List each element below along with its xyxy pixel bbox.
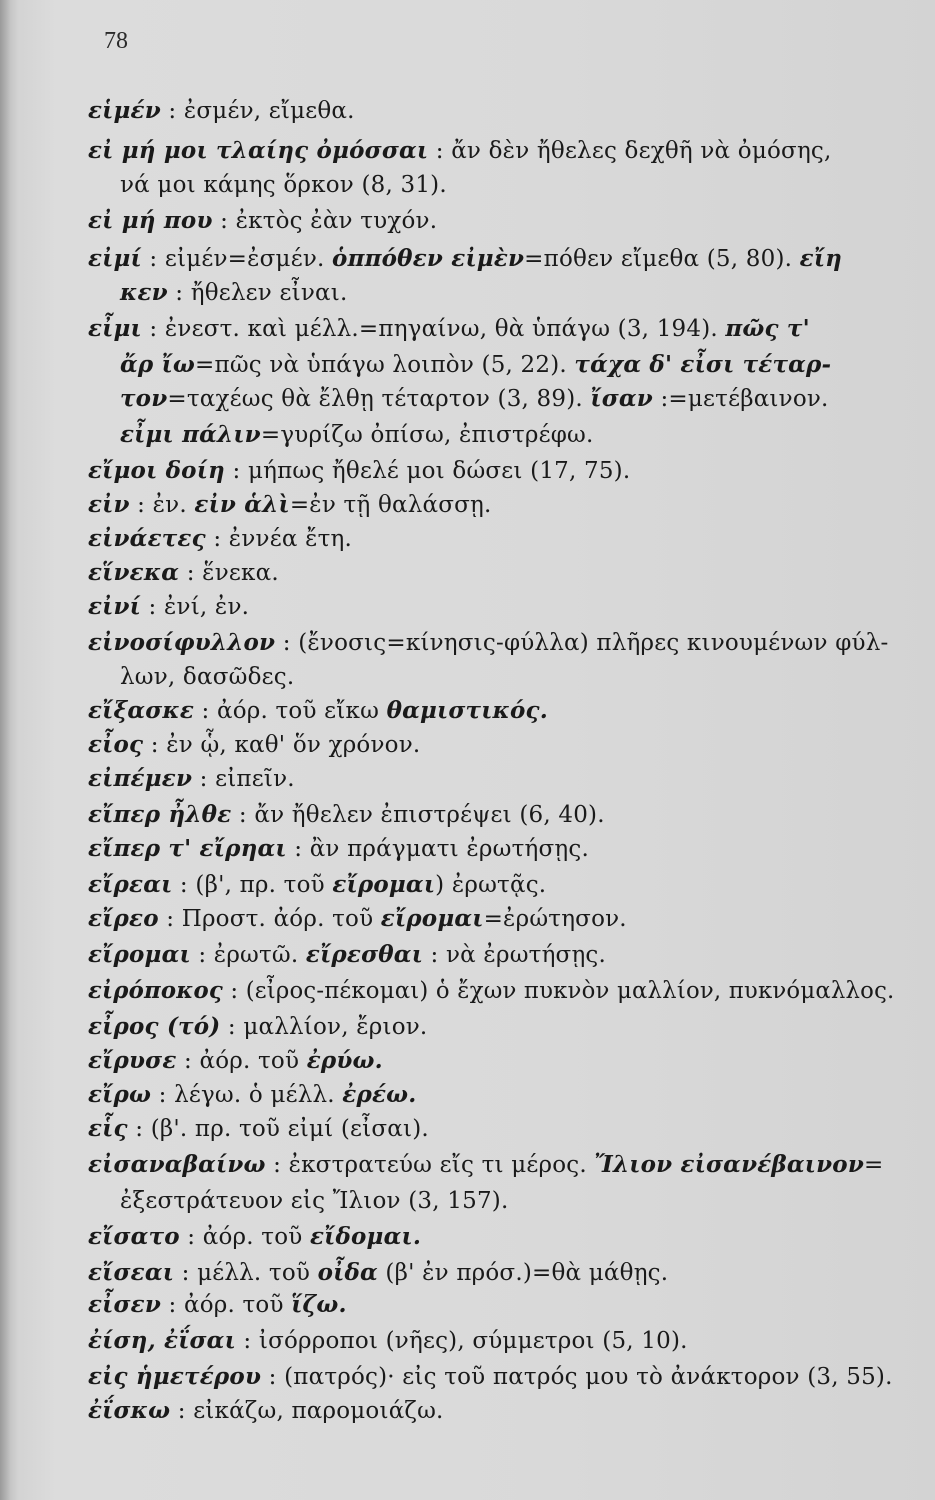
entry-text: : Προστ. ἀόρ. τοῦ (158, 906, 381, 932)
entry-emphasis: ὁππόθεν εἰμὲν (332, 245, 525, 272)
entry-emphasis: τον (120, 385, 168, 412)
entry-headword: εἴσεαι (88, 1259, 175, 1286)
entry-headword: εἰμί (88, 245, 142, 272)
entry-headword: εἴρω (88, 1081, 152, 1108)
entry-line (88, 1396, 444, 1426)
entry-emphasis: Ἴλιον εἰσανέβαινον (594, 1151, 864, 1178)
entry-text: = (863, 1152, 884, 1178)
entry-line (88, 592, 249, 622)
entry-headword: εἱμέν (88, 97, 161, 124)
entry-emphasis: πῶς τ' (725, 315, 810, 342)
entry-headword: εἰ μή που (88, 207, 213, 234)
entry-line (88, 904, 627, 934)
entry-line (88, 524, 352, 554)
entry-line (88, 1290, 347, 1320)
entry-line (88, 870, 546, 900)
entry-line (88, 628, 888, 658)
entry-text: : ἐρωτῶ. (190, 942, 306, 968)
entry-text: : (εἶρος-πέκομαι) ὁ ἔχων πυκνὸν μαλλίον, πυκνόμαλλος. (222, 978, 895, 1004)
entry-line (88, 206, 437, 236)
entry-emphasis: οἶδα (317, 1259, 378, 1286)
entry-text: : μήπως ἤθελέ μοι δώσει (17, 75). (224, 458, 631, 484)
entry-line (88, 834, 589, 864)
entry-text: : ἐνί, ἐν. (141, 594, 250, 620)
entry-text: : μέλλ. τοῦ (174, 1260, 318, 1286)
entry-line (120, 350, 831, 380)
entry-emphasis: θαμιστικός. (386, 697, 548, 724)
entry-headword: εἴρεαι (88, 871, 173, 898)
entry-headword: εἶμι (88, 315, 142, 342)
entry-line (88, 136, 832, 166)
entry-text: : ἀόρ. τοῦ εἴκω (194, 698, 387, 724)
entry-headword: εἴρυσε (88, 1047, 177, 1074)
entry-headword: εἴρεο (88, 905, 159, 932)
entry-line (88, 764, 295, 794)
entry-text: : ἤθελεν εἶναι. (167, 280, 348, 306)
entry-line (88, 1222, 421, 1252)
entry-headword: εἰσαναβαίνω (88, 1151, 266, 1178)
entry-text: : ἄν δὲν ἤθελες δεχθῆ νὰ ὀμόσης, (428, 138, 832, 164)
entry-line (120, 420, 593, 450)
entry-text: νά μοι κάμης ὅρκον (8, 31). (120, 172, 447, 198)
entry-emphasis: εἴδομαι. (309, 1223, 422, 1250)
entry-text: : (ἔνοσις=κίνησις-φύλλα) πλῆρες κινουμένων φύλ- (275, 630, 889, 656)
entry-headword: εἰς ἡμετέρου (88, 1363, 262, 1390)
entry-line (88, 1326, 688, 1356)
entry-line (88, 244, 842, 274)
entry-text: : ἐσμέν, εἴμεθα. (160, 98, 355, 124)
entry-line (88, 1362, 893, 1392)
entry-line (88, 1080, 416, 1110)
entry-emphasis: εἰν ἁλὶ (194, 491, 290, 518)
entry-line (88, 96, 355, 126)
entry-text: : ἐκτὸς ἐὰν τυχόν. (212, 208, 438, 234)
entry-headword: εἶρος (τό) (88, 1013, 221, 1040)
entry-text: : ἰσόρροποι (νῆες), σύμμετροι (5, 10). (235, 1328, 688, 1354)
entry-headword: ἐΐσκω (88, 1397, 171, 1424)
entry-text: : εἰκάζω, παρομοιάζω. (170, 1398, 444, 1424)
entry-line (88, 730, 420, 760)
entry-text: =ταχέως θὰ ἔλθῃ τέταρτον (3, 89). (167, 386, 591, 412)
entry-line (88, 490, 492, 520)
entry-text: : ἄν ἤθελεν ἐπιστρέψει (6, 40). (231, 802, 605, 828)
entry-text: : λέγω. ὁ μέλλ. (151, 1082, 343, 1108)
entry-emphasis: ἄρ ἴω (120, 351, 196, 378)
entry-line (120, 662, 294, 692)
entry-text: ) ἐρωτᾷς. (435, 872, 547, 898)
entry-headword: εἰν (88, 491, 130, 518)
entry-text: : νὰ ἐρωτήσῃς. (423, 942, 607, 968)
entry-line (88, 976, 894, 1006)
entry-text: λων, δασῶδες. (120, 664, 295, 690)
entry-text: : ἀόρ. τοῦ (179, 1224, 310, 1250)
entry-headword: εἴρομαι (88, 941, 191, 968)
entry-headword: εἰπέμεν (88, 765, 193, 792)
entry-emphasis: ἐρύω. (306, 1047, 383, 1074)
entry-text: : (β'. πρ. τοῦ εἰμί (εἶσαι). (127, 1116, 429, 1142)
entry-headword: ἐίση, ἐΐσαι (88, 1327, 236, 1354)
entry-line (88, 1150, 883, 1180)
entry-headword: εἵνεκα (88, 559, 180, 586)
entry-headword: εἴξασκε (88, 697, 195, 724)
entry-headword: εἰνί (88, 593, 141, 620)
entry-text: : ἀόρ. τοῦ (176, 1048, 307, 1074)
entry-headword: εἷς (88, 1115, 128, 1142)
page-number: 78 (104, 28, 128, 54)
entry-text: (β' ἐν πρόσ.)=θὰ μάθῃς. (377, 1260, 669, 1286)
entry-text: =ἐρώτησον. (483, 906, 627, 932)
entry-text: ἐξεστράτευον εἰς Ἴλιον (3, 157). (120, 1188, 509, 1214)
entry-text: :=μετέβαινον. (652, 386, 829, 412)
entry-line (88, 940, 606, 970)
entry-emphasis: εἴρομαι (380, 905, 484, 932)
entry-headword: εἴσατο (88, 1223, 180, 1250)
entry-emphasis: ἵζω. (291, 1291, 347, 1318)
entry-headword: εἶσεν (88, 1291, 162, 1318)
entry-text: : ἀόρ. τοῦ (161, 1292, 292, 1318)
entry-text: : εἰπεῖν. (192, 766, 295, 792)
entry-text: : ἕνεκα. (179, 560, 279, 586)
entry-text: : ἐν ᾧ, καθ' ὅν χρόνον. (143, 732, 421, 758)
entry-text: : εἰμέν=ἐσμέν. (141, 246, 333, 272)
entry-text: =πῶς νὰ ὑπάγω λοιπὸν (5, 22). (195, 352, 575, 378)
entry-text: : (β', πρ. τοῦ (172, 872, 333, 898)
entry-line (88, 1012, 427, 1042)
entry-text: : μαλλίον, ἔριον. (220, 1014, 428, 1040)
entry-line (120, 278, 347, 308)
entry-text: : ἐκστρατεύω εἴς τι μέρος. (265, 1152, 595, 1178)
entry-line (88, 1114, 429, 1144)
entry-line (88, 558, 279, 588)
entry-line (88, 1046, 383, 1076)
entry-line (88, 456, 630, 486)
entry-text: =πόθεν εἴμεθα (5, 80). (524, 246, 800, 272)
entry-emphasis: κεν (120, 279, 168, 306)
entry-headword: εἰνάετες (88, 525, 206, 552)
entry-line (120, 384, 829, 414)
entry-line (120, 170, 447, 200)
entry-headword: εἶος (88, 731, 144, 758)
entry-text: : (πατρός)· εἰς τοῦ πατρός μου τὸ ἀνάκτορον (3, 55). (261, 1364, 893, 1390)
entry-line (88, 314, 810, 344)
entry-headword: εἴπερ ἦλθε (88, 801, 232, 828)
entry-line (88, 696, 548, 726)
entry-headword: εἴμοι δοίη (88, 457, 225, 484)
entry-text: : ἐν. (129, 492, 195, 518)
entry-emphasis: εἶμι πάλιν (120, 421, 261, 448)
entry-text: : ἐνεστ. καὶ μέλλ.=πηγαίνω, θὰ ὑπάγω (3, 194). (141, 316, 726, 342)
entry-text: : ἂν πράγματι ἐρωτήσῃς. (286, 836, 589, 862)
entry-text: =ἐν τῇ θαλάσσῃ. (289, 492, 492, 518)
entry-headword: εἰρόποκος (88, 977, 223, 1004)
entry-headword: εἴπερ τ' εἴρηαι (88, 835, 287, 862)
entry-line (120, 1186, 508, 1216)
entry-headword: εἰ μή μοι τλαίης ὀμόσσαι (88, 137, 429, 164)
entry-headword: εἰνοσίφυλλον (88, 629, 276, 656)
entry-emphasis: τάχα δ' εἶσι τέταρ- (574, 351, 832, 378)
entry-emphasis: εἴη (799, 245, 843, 272)
entry-text: =γυρίζω ὀπίσω, ἐπιστρέφω. (260, 422, 594, 448)
entry-line (88, 1258, 668, 1288)
entry-emphasis: εἴρομαι (332, 871, 436, 898)
entry-emphasis: ἴσαν (590, 385, 653, 412)
entry-emphasis: εἴρεσθαι (305, 941, 424, 968)
entry-line (88, 800, 605, 830)
entry-text: : ἐννέα ἔτη. (205, 526, 353, 552)
entry-emphasis: ἐρέω. (342, 1081, 417, 1108)
